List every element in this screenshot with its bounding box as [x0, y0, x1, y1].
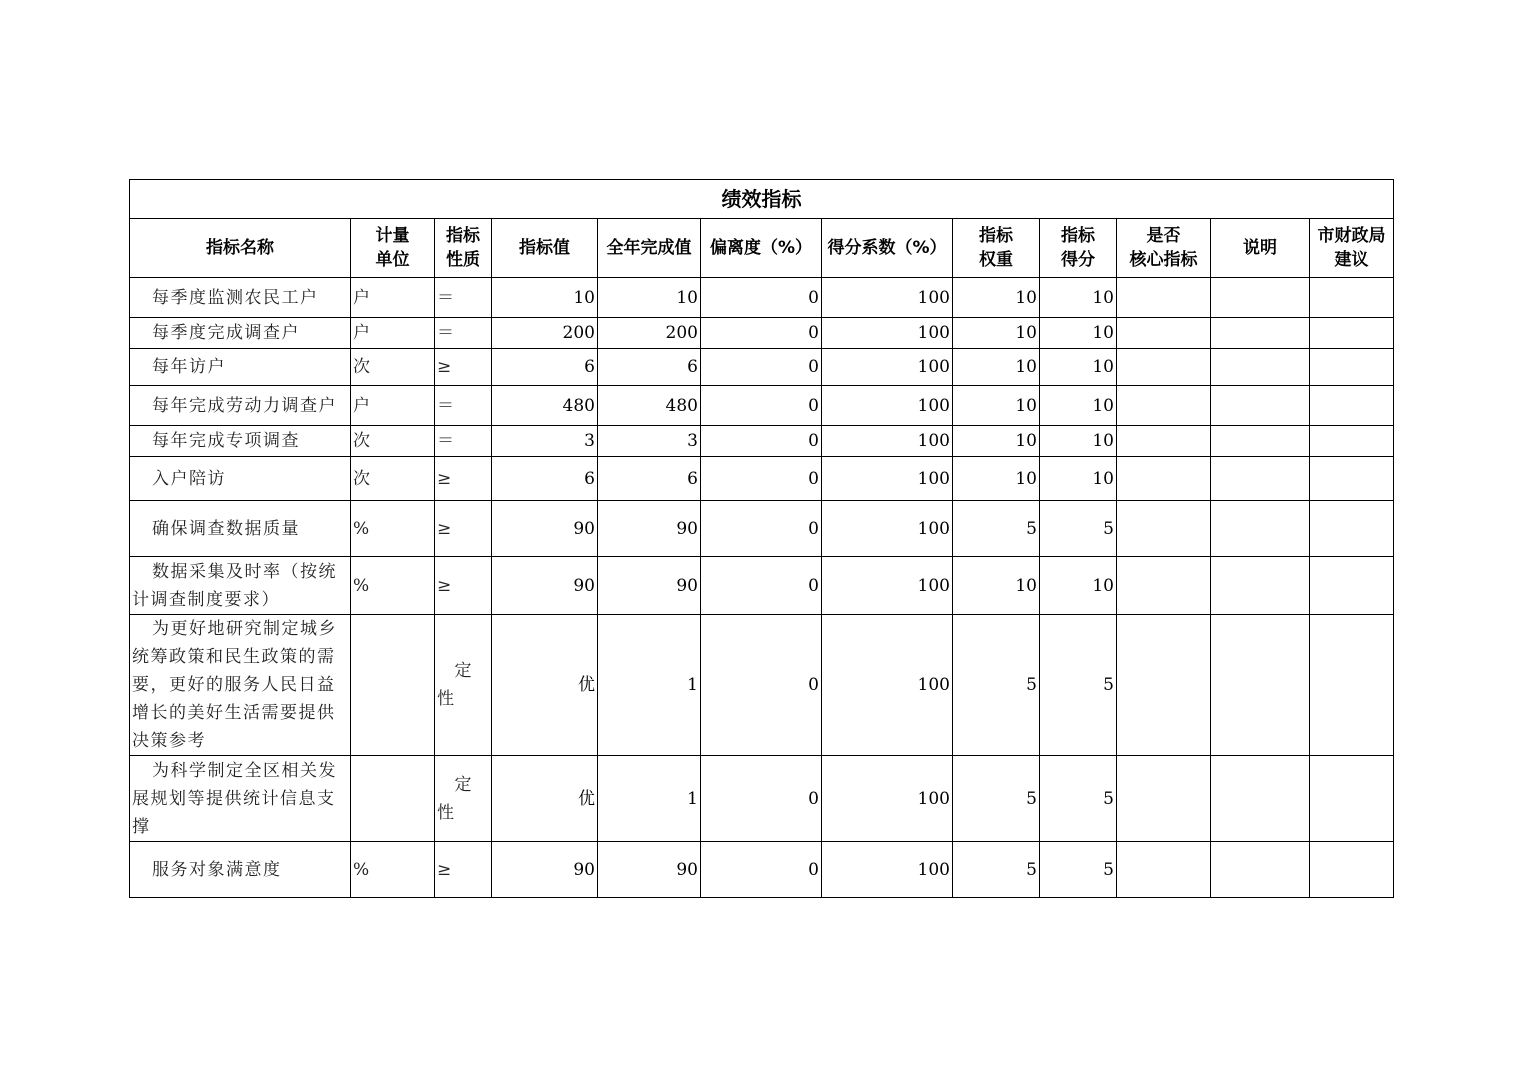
target-value-cell: 90: [492, 557, 598, 615]
header-line: 说明: [1243, 238, 1277, 258]
core-indicator-cell: [1117, 426, 1211, 457]
nature-line: ≥: [437, 357, 452, 377]
indicator-name-cell: [130, 501, 351, 557]
score-cell: 5: [1040, 756, 1117, 842]
weight-cell: 10: [953, 457, 1040, 501]
header-line: 全年完成值: [606, 238, 692, 258]
deviation-cell: 0: [701, 501, 822, 557]
header-line: 偏离度（%）: [709, 238, 813, 258]
indicator-name-line: 展规划等提供统计信息支: [132, 788, 336, 809]
indicator-name-line: 计调查制度要求）: [132, 589, 280, 610]
header-score: [1040, 219, 1117, 278]
weight-cell: 5: [953, 842, 1040, 898]
weight-cell: 10: [953, 386, 1040, 426]
finance-suggestion-cell: [1310, 557, 1394, 615]
score-coefficient-cell: 100: [822, 386, 953, 426]
unit-cell: %: [351, 842, 435, 898]
indicator-name-cell: [130, 318, 351, 349]
score-cell: 10: [1040, 426, 1117, 457]
header-line: 单位: [375, 250, 410, 270]
table-title: 绩效指标: [130, 180, 1394, 219]
indicator-name-cell: [130, 386, 351, 426]
nature-line: ＝: [437, 431, 454, 451]
table-row: [130, 318, 1394, 349]
weight-cell: 10: [953, 278, 1040, 318]
core-indicator-cell: [1117, 318, 1211, 349]
core-indicator-cell: [1117, 557, 1211, 615]
indicator-name-line: 统筹政策和民生政策的需: [132, 647, 336, 667]
indicator-name-line: 服务对象满意度: [152, 859, 282, 880]
target-value-cell: 6: [492, 349, 598, 386]
indicator-name-cell: [130, 349, 351, 386]
annual-actual-cell: 1: [598, 615, 701, 756]
remarks-cell: [1211, 278, 1310, 318]
nature-line: 定: [454, 661, 472, 681]
nature-line: 性: [437, 802, 454, 823]
annual-actual-cell: 6: [598, 457, 701, 501]
nature-cell: [435, 756, 492, 842]
unit-cell: [351, 615, 435, 756]
deviation-cell: 0: [701, 386, 822, 426]
unit-cell: 户: [351, 386, 435, 426]
nature-cell: [435, 349, 492, 386]
core-indicator-cell: [1117, 386, 1211, 426]
remarks-cell: [1211, 501, 1310, 557]
unit-cell: 次: [351, 457, 435, 501]
target-value-cell: 优: [492, 615, 598, 756]
score-coefficient-cell: 100: [822, 756, 953, 842]
unit-cell: [351, 756, 435, 842]
deviation-cell: 0: [701, 318, 822, 349]
target-value-cell: 优: [492, 756, 598, 842]
nature-line: 性: [437, 689, 454, 709]
weight-cell: 10: [953, 349, 1040, 386]
unit-cell: 户: [351, 318, 435, 349]
deviation-cell: 0: [701, 615, 822, 756]
deviation-cell: 0: [701, 278, 822, 318]
deviation-cell: 0: [701, 557, 822, 615]
indicator-name-cell: [130, 426, 351, 457]
remarks-cell: [1211, 386, 1310, 426]
score-coefficient-cell: 100: [822, 278, 953, 318]
nature-cell: [435, 386, 492, 426]
indicator-name-cell: [130, 457, 351, 501]
score-cell: 5: [1040, 501, 1117, 557]
header-line: 得分系数（%）: [827, 238, 947, 258]
remarks-cell: [1211, 349, 1310, 386]
core-indicator-cell: [1117, 349, 1211, 386]
score-cell: 10: [1040, 278, 1117, 318]
deviation-cell: 0: [701, 842, 822, 898]
indicator-name-line: 要，更好的服务人民日益: [132, 675, 336, 695]
remarks-cell: [1211, 842, 1310, 898]
nature-cell: [435, 501, 492, 557]
header-core-indicator: [1117, 219, 1211, 278]
nature-cell: [435, 278, 492, 318]
score-cell: 10: [1040, 386, 1117, 426]
finance-suggestion-cell: [1310, 501, 1394, 557]
score-coefficient-cell: 100: [822, 501, 953, 557]
table-row: [130, 557, 1394, 615]
remarks-cell: [1211, 557, 1310, 615]
target-value-cell: 3: [492, 426, 598, 457]
finance-suggestion-cell: [1310, 349, 1394, 386]
weight-cell: 5: [953, 501, 1040, 557]
score-coefficient-cell: 100: [822, 842, 953, 898]
nature-cell: [435, 318, 492, 349]
performance-indicator-table: [129, 179, 1394, 898]
remarks-cell: [1211, 318, 1310, 349]
header-line: 指标: [446, 226, 480, 246]
indicator-name-cell: [130, 756, 351, 842]
weight-cell: 10: [953, 557, 1040, 615]
nature-line: ≥: [437, 468, 452, 489]
unit-cell: %: [351, 501, 435, 557]
indicator-name-line: 每季度监测农民工户: [152, 287, 319, 308]
score-coefficient-cell: 100: [822, 615, 953, 756]
header-target-value: [492, 219, 598, 278]
indicator-name-line: 确保调查数据质量: [152, 518, 300, 539]
indicator-name-line: 撑: [132, 816, 151, 837]
finance-suggestion-cell: [1310, 842, 1394, 898]
core-indicator-cell: [1117, 615, 1211, 756]
header-line: 市财政局: [1317, 226, 1386, 246]
target-value-cell: 480: [492, 386, 598, 426]
remarks-cell: [1211, 426, 1310, 457]
header-indicator-name: [130, 219, 351, 278]
table-row: [130, 278, 1394, 318]
annual-actual-cell: 200: [598, 318, 701, 349]
remarks-cell: [1211, 615, 1310, 756]
nature-line: ＝: [437, 287, 454, 308]
indicator-name-line: 增长的美好生活需要提供: [132, 703, 336, 723]
deviation-cell: 0: [701, 426, 822, 457]
header-annual-actual: [598, 219, 701, 278]
annual-actual-cell: 90: [598, 557, 701, 615]
annual-actual-cell: 6: [598, 349, 701, 386]
header-score-coefficient: [822, 219, 953, 278]
annual-actual-cell: 3: [598, 426, 701, 457]
score-cell: 10: [1040, 349, 1117, 386]
weight-cell: 10: [953, 318, 1040, 349]
indicator-name-line: 每年访户: [152, 357, 226, 377]
deviation-cell: 0: [701, 457, 822, 501]
indicator-name-line: 入户陪访: [152, 468, 226, 489]
indicator-name-cell: [130, 557, 351, 615]
score-cell: 10: [1040, 318, 1117, 349]
header-line: 指标名称: [206, 238, 274, 258]
finance-suggestion-cell: [1310, 457, 1394, 501]
table-row: [130, 426, 1394, 457]
finance-suggestion-cell: [1310, 278, 1394, 318]
nature-line: ＝: [437, 395, 454, 416]
nature-cell: [435, 426, 492, 457]
indicator-name-cell: [130, 278, 351, 318]
table-row: [130, 842, 1394, 898]
annual-actual-cell: 90: [598, 842, 701, 898]
header-line: 指标值: [519, 238, 570, 258]
annual-actual-cell: 10: [598, 278, 701, 318]
score-coefficient-cell: 100: [822, 457, 953, 501]
header-line: 指标: [979, 226, 1013, 246]
table-row: [130, 501, 1394, 557]
header-deviation: [701, 219, 822, 278]
weight-cell: 10: [953, 426, 1040, 457]
core-indicator-cell: [1117, 278, 1211, 318]
unit-cell: %: [351, 557, 435, 615]
score-coefficient-cell: 100: [822, 318, 953, 349]
header-line: 得分: [1061, 250, 1095, 270]
header-line: 性质: [446, 250, 480, 270]
header-line: 核心指标: [1129, 250, 1198, 270]
score-coefficient-cell: 100: [822, 426, 953, 457]
nature-cell: [435, 457, 492, 501]
header-remarks: [1211, 219, 1310, 278]
indicator-name-line: 每季度完成调查户: [152, 323, 300, 343]
indicator-name-line: 每年完成劳动力调查户: [152, 395, 337, 416]
unit-cell: 次: [351, 426, 435, 457]
deviation-cell: 0: [701, 349, 822, 386]
annual-actual-cell: 1: [598, 756, 701, 842]
target-value-cell: 10: [492, 278, 598, 318]
deviation-cell: 0: [701, 756, 822, 842]
target-value-cell: 200: [492, 318, 598, 349]
remarks-cell: [1211, 756, 1310, 842]
indicator-name-line: 数据采集及时率（按统: [152, 561, 337, 582]
score-coefficient-cell: 100: [822, 557, 953, 615]
core-indicator-cell: [1117, 457, 1211, 501]
table-row: [130, 615, 1394, 756]
finance-suggestion-cell: [1310, 615, 1394, 756]
finance-suggestion-cell: [1310, 756, 1394, 842]
score-coefficient-cell: 100: [822, 349, 953, 386]
nature-line: ＝: [437, 323, 454, 343]
finance-suggestion-cell: [1310, 386, 1394, 426]
score-cell: 10: [1040, 457, 1117, 501]
finance-suggestion-cell: [1310, 426, 1394, 457]
nature-cell: [435, 557, 492, 615]
table-row: [130, 349, 1394, 386]
indicator-name-cell: [130, 615, 351, 756]
header-line: 权重: [979, 250, 1013, 270]
nature-line: 定: [454, 774, 472, 795]
header-line: 建议: [1334, 250, 1369, 270]
score-cell: 5: [1040, 842, 1117, 898]
unit-cell: 户: [351, 278, 435, 318]
header-finance-suggestion: [1310, 219, 1394, 278]
nature-line: ≥: [437, 518, 452, 539]
annual-actual-cell: 90: [598, 501, 701, 557]
score-cell: 10: [1040, 557, 1117, 615]
remarks-cell: [1211, 457, 1310, 501]
target-value-cell: 6: [492, 457, 598, 501]
finance-suggestion-cell: [1310, 318, 1394, 349]
weight-cell: 5: [953, 756, 1040, 842]
header-line: 指标: [1061, 226, 1095, 246]
annual-actual-cell: 480: [598, 386, 701, 426]
nature-cell: [435, 842, 492, 898]
indicator-name-line: 为更好地研究制定城乡: [152, 619, 337, 639]
table-row: [130, 386, 1394, 426]
header-row: [130, 219, 1394, 278]
nature-line: ≥: [437, 859, 452, 880]
core-indicator-cell: [1117, 756, 1211, 842]
unit-cell: 次: [351, 349, 435, 386]
core-indicator-cell: [1117, 501, 1211, 557]
indicator-name-line: 每年完成专项调查: [152, 431, 300, 451]
header-line: 计量: [375, 226, 410, 246]
weight-cell: 5: [953, 615, 1040, 756]
header-nature: [435, 219, 492, 278]
table-row: [130, 457, 1394, 501]
header-unit: [351, 219, 435, 278]
indicator-name-line: 为科学制定全区相关发: [152, 760, 337, 781]
indicator-name-cell: [130, 842, 351, 898]
core-indicator-cell: [1117, 842, 1211, 898]
nature-line: ≥: [437, 575, 452, 596]
indicator-name-line: 决策参考: [132, 731, 206, 751]
header-weight: [953, 219, 1040, 278]
target-value-cell: 90: [492, 842, 598, 898]
table-row: [130, 756, 1394, 842]
nature-cell: [435, 615, 492, 756]
score-cell: 5: [1040, 615, 1117, 756]
target-value-cell: 90: [492, 501, 598, 557]
header-line: 是否: [1146, 226, 1181, 246]
